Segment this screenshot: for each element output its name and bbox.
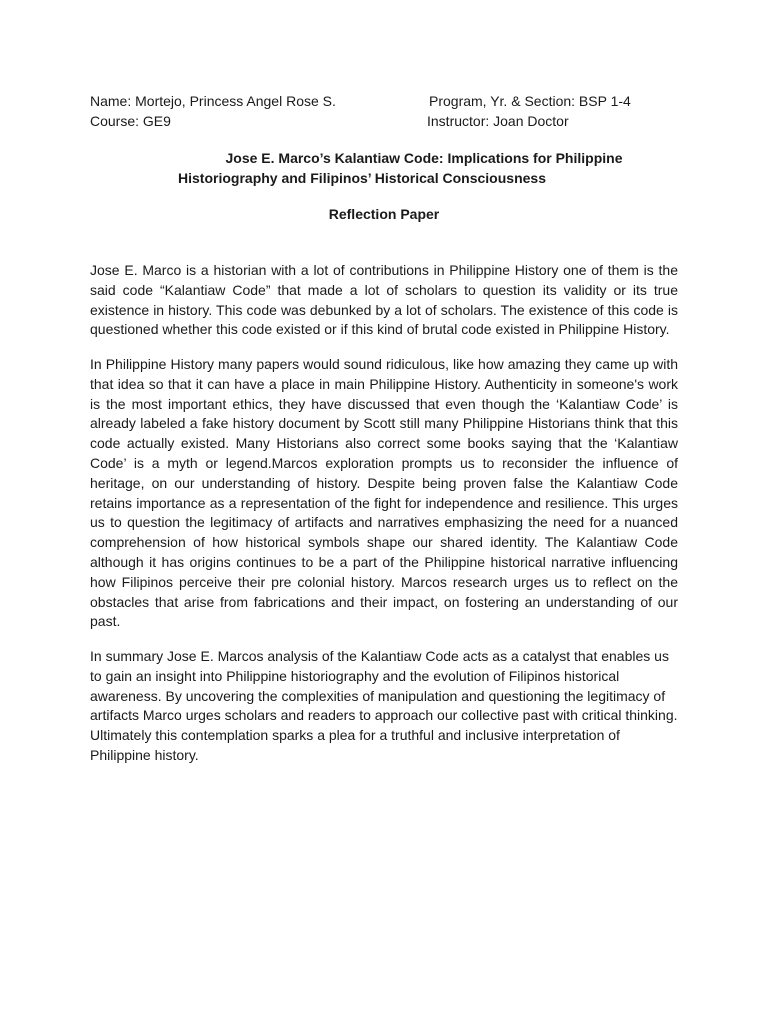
paragraph-1: Jose E. Marco is a historian with a lot of contributions in Philippine History one of them is the said code “Kalantiaw Code” that made a lot of scholars to question its validity or its true existence in history. This code was debunked by a lot of scholars. The existence of this code is questioned whether this code existed or if this kind of brutal code existed in Philippine History.	[90, 262, 678, 338]
paper-subtitle: Reflection Paper	[328, 206, 440, 222]
title-line-1: Jose E. Marco’s Kalantiaw Code: Implications for Philippine	[225, 150, 623, 166]
student-name: Name: Mortejo, Princess Angel Rose S.	[90, 93, 336, 109]
program-section: Program, Yr. & Section: BSP 1-4	[429, 93, 631, 109]
course: Course: GE9	[90, 113, 171, 129]
paragraph-3: In summary Jose E. Marcos analysis of the Kalantiaw Code acts as a catalyst that enables us to gain an insight into Philippine historiography and the evolution of Filipinos historical awareness. By uncovering the complexities of manipulation and questioning the legitimacy of artifacts Marco urges scholars and readers to approach our collective past with critical thinking. Ultimately this contemplation sparks a plea for a truthful and inclusive interpretation of Philippine history.	[90, 648, 678, 763]
title-line-2: Historiography and Filipinos’ Historical Consciousness	[178, 170, 546, 186]
paragraph-2: In Philippine History many papers would sound ridiculous, like how amazing they came up with that idea so that it can have a place in main Philippine History. Authenticity in someone's work is the most important ethics, they have discussed that even though the ‘Kalantiaw Code’ is already labeled a fake history document by Scott still many Philippine Historians think that this code actually existed. Many Historians also correct some books saying that the ‘Kalantiaw Code’ is a myth or legend.Marcos exploration prompts us to reconsider the influence of heritage, on our understanding of history. Despite being proven false the Kalantiaw Code retains importance as a representation of the fight for independence and resilience. This urges us to question the legitimacy of artifacts and narratives emphasizing the need for a nuanced comprehension of how historical symbols shape our shared identity. The Kalantiaw Code although it has origins continues to be a part of the Philippine historical narrative influencing how Filipinos perceive their pre colonial history. Marcos research urges us to reflect on the obstacles that arise from fabrications and their impact, on fostering an understanding of our past.	[90, 356, 678, 630]
paper-title	[90, 148, 678, 188]
instructor: Instructor: Joan Doctor	[427, 113, 569, 129]
